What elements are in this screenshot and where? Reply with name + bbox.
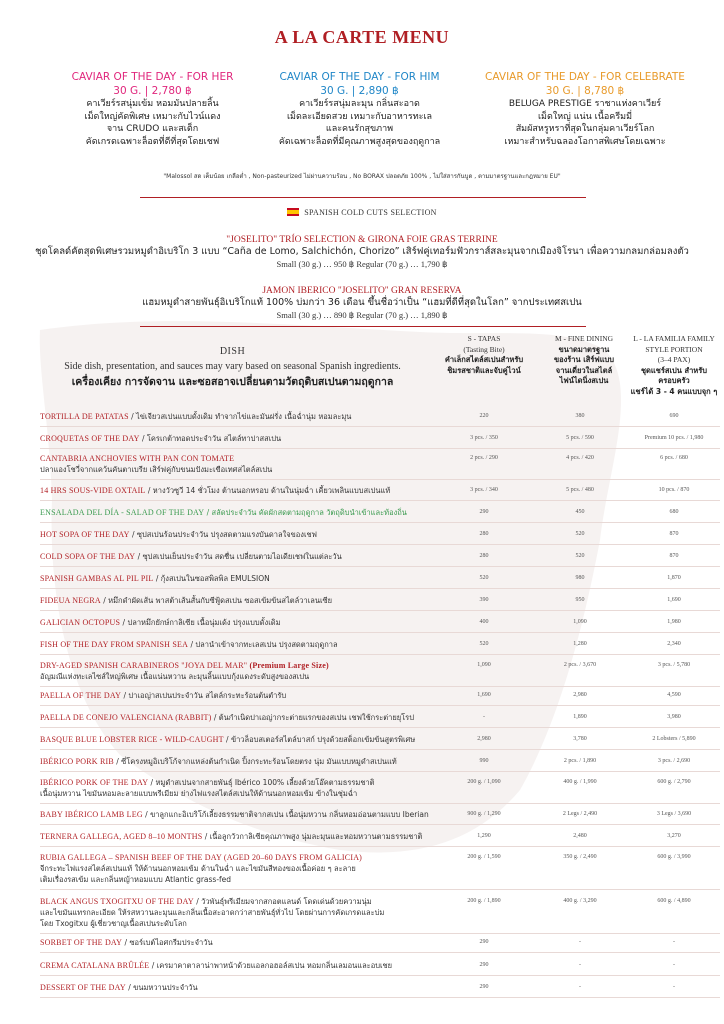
- dish-title-line: [40, 453, 440, 464]
- dish-name-th: / ข้าวล็อบสเตอร์สไตล์บาสก์ ปรุงด้วยสต็อกเข้มข้นสูตรพิเศษ: [223, 735, 416, 744]
- caviar-price: 30 G. | 8,780 ฿: [545, 85, 625, 97]
- caviar-price: 30 G. | 2,780 ฿: [113, 85, 192, 97]
- spain-flag-icon: [287, 208, 299, 216]
- dish-name-th: / ซอร์เบต์ไอศกรีมประจำวัน: [122, 938, 213, 947]
- dish-title-line: [40, 982, 440, 993]
- dish-name: [40, 551, 440, 562]
- dish-header: [40, 346, 425, 390]
- row-divider: [40, 588, 720, 589]
- price-s: 990: [479, 758, 489, 764]
- dish-name-th: / กุ้งสเปนในซอสพิลพิล EMULSION: [153, 574, 270, 583]
- row-divider: [40, 997, 720, 998]
- caviar-price: 30 G. | 2,890 ฿: [320, 85, 399, 97]
- row-divider: [40, 448, 720, 449]
- row-divider: [40, 686, 720, 687]
- price-l: 870: [669, 531, 679, 537]
- price-s: 400: [479, 619, 489, 625]
- col-line: ชิมรสชาติและจับคู่ไวน์: [447, 365, 521, 375]
- dish-name-en: TORTILLA DE PATATAS: [40, 412, 129, 421]
- col-line: (Tasting Bite): [463, 344, 505, 354]
- dish-name: [40, 453, 440, 475]
- row-divider: [40, 522, 720, 523]
- price-m: 4 pcs. / 420: [566, 455, 594, 461]
- dish-name-en: COLD SOPA OF THE DAY: [40, 552, 136, 561]
- dish-title-line: [40, 551, 440, 562]
- price-s: 2,980: [477, 736, 491, 742]
- col-line: S - TAPAS: [467, 334, 501, 343]
- dish-name-th: / ปาเอญ่าสเปนประจำวัน สไตล์กระทะร้อนต้นตำรับ: [121, 691, 287, 700]
- dish-title-line: [40, 411, 440, 422]
- caviar-desc-line: สัมผัสหรูหราที่สุดในกลุ่มคาเวียร์โลก: [515, 124, 655, 134]
- price-s: 520: [479, 641, 489, 647]
- dish-name-en: CREMA CATALANA BRÛLÉE: [40, 961, 150, 970]
- joselito-trio-block: [0, 234, 724, 270]
- price-s: 390: [479, 597, 489, 603]
- price-l: -: [673, 939, 675, 945]
- price-m: 400 g. / 3,290: [563, 898, 597, 904]
- caviar-heading: CAVIAR OF THE DAY - FOR CELEBRATE: [485, 71, 685, 83]
- price-m: 2 pcs. / 3,670: [563, 662, 597, 668]
- row-divider: [40, 654, 720, 655]
- dish-title-line: [40, 639, 440, 650]
- dish-name: [40, 617, 440, 628]
- dish-title-line: [40, 529, 440, 540]
- dish-name-en: SPANISH GAMBAS AL PIL PIL: [40, 574, 154, 583]
- dish-name-en: GALICIAN OCTOPUS: [40, 618, 121, 627]
- row-divider: [40, 500, 720, 501]
- dish-title-line: [40, 507, 440, 518]
- price-l: 870: [669, 553, 679, 559]
- dish-name-th: / ขาลูกแกะอิเบริโก้เลี้ยงธรรมชาติจากสเปน เนื้อนุ่มหวาน กลิ่นหอมอ่อนตามแบบ Iberian: [142, 810, 429, 819]
- price-s: 3 pcs. / 350: [470, 435, 498, 441]
- dish-title-line: [40, 960, 440, 971]
- price-m: 5 pcs. / 480: [566, 487, 594, 493]
- row-divider: [40, 632, 720, 633]
- row-divider: [40, 705, 720, 706]
- section-title: [0, 208, 724, 217]
- dish-name: [40, 433, 440, 444]
- row-divider: [40, 544, 720, 545]
- block-sizes: Small (30 g.) … 890 ฿ Regular (70 g.) … 1,890 ฿: [276, 310, 448, 320]
- dish-name: [40, 507, 440, 518]
- price-l: 1,690: [667, 597, 681, 603]
- price-l: Premium 10 pcs. / 1,980: [644, 435, 704, 441]
- price-l: 690: [669, 413, 679, 419]
- dish-name-th: / สลัดประจำวัน คัดผักสดตามฤดูกาล วัตถุดิบนำเข้าและท้องถิ่น: [204, 508, 407, 517]
- price-l: 600 g. / 4,890: [657, 898, 691, 904]
- caviar-heading: CAVIAR OF THE DAY - FOR HIM: [279, 71, 440, 83]
- caviar-desc-line: จาน CRUDO และสเต็ก: [106, 124, 199, 134]
- dish-desc-line: เนื้อนุ่มหวาน ไขมันหอมละลายแบบพรีเมียม ย่างไฟแรงสไตล์สเปนให้ด้านนอกหอมเข้ม ข้างในชุ่มฉ่ำ: [40, 789, 358, 798]
- block-sizes: Small (30 g.) … 950 ฿ Regular (70 g.) … 1,790 ฿: [276, 259, 448, 269]
- dish-name-en: BASQUE BLUE LOBSTER RICE - WILD-CAUGHT: [40, 735, 224, 744]
- price-m: 2,480: [573, 833, 587, 839]
- dish-name-th: / ไข่เจียวสเปนแบบดั้งเดิม ทำจากไข่และมันฝรั่ง เนื้อฉ่ำนุ่ม หอมละมุน: [128, 412, 352, 421]
- dish-title-line: [40, 595, 440, 606]
- dish-name-en: CANTABRIA ANCHOVIES WITH PAN CON TOMATE: [40, 454, 235, 463]
- price-m: 450: [575, 509, 585, 515]
- dish-name-th: / หมูดำสเปนจากสายพันธุ์ Ibérico 100% เลี้ยงด้วยโอ๊คตามธรรมชาติ: [148, 778, 375, 787]
- row-divider: [40, 771, 720, 772]
- dish-name-en: PAELLA DE CONEJO VALENCIANA (RABBIT): [40, 713, 212, 722]
- price-s: 200 g. / 1,890: [467, 898, 501, 904]
- dish-highlight: (Premium Large Size): [247, 661, 329, 670]
- section-title-text: SPANISH COLD CUTS SELECTION: [304, 208, 437, 217]
- row-divider: [40, 479, 720, 480]
- dish-header-title: DISH: [219, 346, 246, 357]
- dish-name: [40, 756, 440, 767]
- price-s: 3 pcs. / 340: [470, 487, 498, 493]
- caviar-for-him: [262, 70, 457, 148]
- block-desc: แฮมหมูดำสายพันธุ์อิเบริโกแท้ 100% บ่มกว่า 36 เดือน ขึ้นชื่อว่าเป็น “แฮมที่ดีที่สุดในโลก” จากประเทศสเปน: [142, 297, 582, 308]
- col-line: คำเล็กสไตล์สเปนสำหรับ: [444, 355, 524, 364]
- price-l: 10 pcs. / 870: [658, 487, 690, 493]
- price-m: 380: [575, 413, 585, 419]
- dish-name-th: / เนื้อลูกวัวกาลิเซียคุณภาพสูง นุ่มละมุนและหอมหวานตามธรรมชาติ: [202, 832, 423, 841]
- dish-name-th: / ขนมหวานประจำวัน: [125, 983, 198, 992]
- caviar-heading: CAVIAR OF THE DAY - FOR HER: [71, 71, 234, 83]
- price-l: 1,980: [667, 619, 681, 625]
- caviar-for-her: [50, 70, 255, 148]
- price-s: 520: [479, 575, 489, 581]
- dish-header-th: เครื่องเคียง การจัดจาน และซอสอาจเปลี่ยนตามวัตถุดิบสเปนตามฤดูกาล: [71, 376, 394, 388]
- row-divider: [40, 889, 720, 890]
- row-divider: [40, 610, 720, 611]
- dish-name-th: / หมึกดำผัดเส้น พาสต้าเส้นสั้นกับซีฟู้ดสเปน ซอสเข้มข้นสไตล์วาเลนเซีย: [100, 596, 332, 605]
- price-s: 220: [479, 413, 489, 419]
- block-title: "JOSELITO" TRÍO SELECTION & GIRONA FOIE GRAS TERRINE: [226, 235, 498, 245]
- dish-title-line: [40, 573, 440, 584]
- dish-desc-line: และไขมันแทรกละเอียด ให้รสหวานละมุนและกลิ่นเนื้อสะอาดกว่าสายพันธุ์ทั่วไป โดยผ่านการคัดเกรดและบ่ม: [40, 908, 385, 917]
- price-s: 900 g. / 1,290: [467, 811, 501, 817]
- price-s: 290: [479, 509, 489, 515]
- dish-name-th: / วัวพันธุ์พรีเมียมจากสกอตแลนด์ โดดเด่นด้วยความนุ่ม: [193, 897, 372, 906]
- caviar-desc-line: เม็ดละเอียดสวย เหมาะกับอาหารทะเล: [286, 111, 433, 122]
- dish-title-line: [40, 831, 440, 842]
- price-m: 350 g. / 2,490: [563, 854, 597, 860]
- dish-header-en: Side dish, presentation, and sauces may vary based on seasonal Spanish ingredients.: [64, 361, 401, 372]
- price-l: 680: [669, 509, 679, 515]
- column-header-s: [440, 334, 528, 376]
- price-l: 3 pcs. / 2,690: [657, 758, 691, 764]
- dish-title-line: [40, 712, 440, 723]
- dish-name-en: BLACK ANGUS TXOGITXU OF THE DAY: [40, 897, 194, 906]
- caviar-desc-line: คาเวียร์รสนุ่มเข้ม หอมมันปลายลิ้น: [86, 99, 219, 109]
- dish-name: [40, 595, 440, 606]
- price-s: 280: [479, 553, 489, 559]
- row-divider: [40, 824, 720, 825]
- price-l: 2,340: [667, 641, 681, 647]
- dish-name-en: RUBIA GALLEGA – SPANISH BEEF OF THE DAY (AGED 20–60 DAYS FROM GALICIA): [40, 853, 363, 862]
- price-s: 1,090: [477, 662, 491, 668]
- dish-name: [40, 485, 440, 496]
- price-m: -: [579, 984, 581, 990]
- row-divider: [40, 426, 720, 427]
- dish-name-th: / เครมาคาตาลาน่าพาหน้าด้วยแอลกอฮอล์สเปน หอมกลิ่นเลมอนและอบเชย: [149, 961, 393, 970]
- dish-desc-line: จีกระทะไฟแรงสไตล์สเปนแท้ ให้ด้านนอกหอมเข้ม ด้านในฉ่ำ และไขมันสีทองของเนื้อค่อย ๆ ละลาย: [40, 864, 356, 873]
- row-divider: [40, 727, 720, 728]
- row-divider: [40, 803, 720, 804]
- column-header-l: [628, 334, 720, 397]
- dish-name: [40, 809, 440, 820]
- dish-name-en: DRY-AGED SPANISH CARABINEROS "JOYA DEL MAR": [40, 661, 248, 670]
- price-s: 290: [479, 962, 489, 968]
- price-m: 5 pcs. / 590: [566, 435, 594, 441]
- dish-name-th: / ซี่โครงหมูอิเบริโก้จากแหล่งต้นกำเนิด ปิ้งกระทะร้อนโดยตรง นุ่ม มันแบบหมูดำสเปนแท้: [113, 757, 397, 766]
- col-line: (3–4 PAX): [657, 355, 691, 364]
- price-s: 2 pcs. / 290: [470, 455, 498, 461]
- dish-name: [40, 639, 440, 650]
- price-l: 600 g. / 2,790: [657, 779, 691, 785]
- price-s: 280: [479, 531, 489, 537]
- price-s: 200 g. / 1,590: [467, 854, 501, 860]
- dish-name-th: / ซุปสเปนร้อนประจำวัน ปรุงสดตามแรงบันดาลใจของเชฟ: [129, 530, 317, 539]
- dish-name: [40, 852, 440, 885]
- price-m: 3,780: [573, 736, 587, 742]
- price-l: 4,590: [667, 692, 681, 698]
- price-m: 520: [575, 531, 585, 537]
- dish-name-en: CROQUETAS OF THE DAY: [40, 434, 140, 443]
- col-line: L - LA FAMILIA FAMILY: [633, 334, 715, 343]
- caviar-desc-line: เม็ดใหญ่ แน่น เนื้อครีมมี่: [537, 111, 633, 122]
- caviar-desc-line: คัดเฉพาะล็อตที่มีคุณภาพสูงสุดของฤดูกาล: [278, 136, 441, 147]
- dish-name: [40, 712, 440, 723]
- price-m: -: [579, 939, 581, 945]
- jamon-iberico-block: [0, 285, 724, 321]
- dish-name-en: PAELLA OF THE DAY: [40, 691, 122, 700]
- dish-title-line: [40, 852, 440, 863]
- dish-title-line: [40, 433, 440, 444]
- row-divider: [40, 846, 720, 847]
- price-s: 1,290: [477, 833, 491, 839]
- dish-title-line: [40, 617, 440, 628]
- price-m: 1,090: [573, 619, 587, 625]
- dish-name: [40, 896, 440, 929]
- dish-name-en: SORBET OF THE DAY: [40, 938, 123, 947]
- price-m: -: [579, 962, 581, 968]
- row-divider: [40, 952, 720, 953]
- dish-name-th: / โครเกต้าทอดประจำวัน สไตล์ทาปาสสเปน: [139, 434, 282, 443]
- caviar-desc-line: เม็ดใหญ่คัดพิเศษ เหมาะกับไวน์แดง: [84, 111, 221, 122]
- dish-name-th: / หางวัวซูวี 14 ชั่วโมง ต้านนอกหรอบ ด้านในนุ่มฉ่ำ เคี้ยวเพลินแบบสเปนแท้: [145, 486, 391, 495]
- dish-name-en: FIDEUA NEGRA: [40, 596, 101, 605]
- price-l: 600 g. / 3,990: [657, 854, 691, 860]
- price-m: 2 pcs. / 1,890: [563, 758, 597, 764]
- dish-name: [40, 777, 440, 799]
- dish-name-en: IBÉRICO PORK OF THE DAY: [40, 778, 149, 787]
- dish-name-en: BABY IBÉRICO LAMB LEG: [40, 810, 143, 819]
- row-divider: [40, 975, 720, 976]
- col-line: STYLE PORTION: [645, 344, 703, 354]
- col-line: ขนาดมาตรฐาน: [558, 344, 610, 354]
- price-s: 290: [479, 984, 489, 990]
- dish-name: [40, 831, 440, 842]
- divider: [140, 326, 586, 327]
- col-line: ชุดแชร์สเปน สำหรับครอบครัว: [640, 365, 708, 385]
- dish-title-line: [40, 937, 440, 948]
- divider: [140, 197, 586, 198]
- dish-name: [40, 573, 440, 584]
- dish-desc-line: อัญมณีแห่งทะเลไซส์ใหญ่พิเศษ เนื้อแน่นหวาน ละมุนลิ้นแบบกุ้งแดงระดับสูงของสเปน: [40, 672, 310, 681]
- block-desc: ชุดโคลด์คัตสุดพิเศษรวมหมูดำอิเบริโก 3 แบบ “Caña de Lomo, Salchichón, Chorizo” เสิร์ฟคู่เทอร์มฟัวกราส์สละมุนจากเมืองจิโรนา เพื่อความกลมกล่อมลงตัว: [35, 246, 689, 257]
- dish-title-line: [40, 485, 440, 496]
- dish-name: [40, 734, 440, 745]
- dish-name-en: ENSALADA DEL DÍA - SALAD OF THE DAY: [40, 508, 205, 517]
- caviar-note: "Malossol สด เค็มน้อย เกลือต่ำ , Non-pasteurized ไม่ผ่านความร้อน , No BORAX ปลอดภัย 100% , ไม่ใส่สารกันบูด , ตามมาตรฐานและกฎหมาย EU": [163, 173, 561, 180]
- column-header-m: [540, 334, 628, 387]
- dish-title-line: [40, 690, 440, 701]
- dish-title-line: [40, 734, 440, 745]
- row-divider: [40, 933, 720, 934]
- dish-name: [40, 660, 440, 682]
- caviar-desc-line: และคนรักสุขภาพ: [325, 124, 394, 134]
- price-s: 1,690: [477, 692, 491, 698]
- dish-desc-line: เติมเรื่องรสเข้ม และกลิ่นหญ้าหอมแบบ Atlantic grass-fed: [40, 875, 232, 884]
- price-m: 2 Legs / 2,490: [562, 811, 598, 817]
- dish-name-en: IBÉRICO PORK RIB: [40, 757, 114, 766]
- dish-title-line: [40, 896, 440, 907]
- dish-name-en: HOT SOPA OF THE DAY: [40, 530, 130, 539]
- caviar-for-celebrate: [476, 70, 694, 148]
- price-s: 290: [479, 939, 489, 945]
- dish-name-en: DESSERT OF THE DAY: [40, 983, 126, 992]
- price-m: 950: [575, 597, 585, 603]
- dish-title-line: [40, 660, 440, 671]
- dish-name: [40, 960, 440, 971]
- price-m: 520: [575, 553, 585, 559]
- dish-name: [40, 529, 440, 540]
- price-l: 1,870: [667, 575, 681, 581]
- dish-name-en: FISH OF THE DAY FROM SPANISH SEA: [40, 640, 189, 649]
- price-l: 3 pcs. / 5,780: [657, 662, 691, 668]
- price-m: 980: [575, 575, 585, 581]
- dish-name-th: / ต้นกำเนิดปาเอญ่ากระต่ายแรกของสเปน เชฟใช้กระต่ายยุโรป: [211, 713, 414, 722]
- col-line: ไฟน์ไดนิ่งสเปน: [559, 376, 609, 385]
- col-line: M - FINE DINING: [554, 334, 614, 343]
- dish-title-line: [40, 809, 440, 820]
- dish-name-th: / ปลานำเข้าจากทะเลสเปน ปรุงสดตามฤดูกาล: [188, 640, 338, 649]
- dish-name-th: / ปลาหมึกยักษ์กาลิเซีย เนื้อนุ่มเด้ง ปรุงแบบดั้งเดิม: [120, 618, 281, 627]
- price-l: 3,270: [667, 833, 681, 839]
- price-l: -: [673, 962, 675, 968]
- col-line: จานเดี่ยวในสไตล์: [555, 365, 613, 375]
- dish-desc-line: ปลาแองโชวี่จากแคว้นคันตาเบรีย เสิร์ฟคู่กับขนมปังมะเขือเทศสไตล์สเปน: [40, 465, 273, 474]
- price-l: 3 Legs / 3,690: [656, 811, 692, 817]
- dish-name: [40, 411, 440, 422]
- row-divider: [40, 749, 720, 750]
- block-title: JAMON IBERICO "JOSELITO" GRAN RESERVA: [262, 286, 462, 296]
- dish-name-en: 14 HRS SOUS-VIDE OXTAIL: [40, 486, 146, 495]
- dish-name-en: TERNERA GALLEGA, AGED 8–10 MONTHS: [40, 832, 203, 841]
- caviar-desc-line: BELUGA PRESTIGE ราชาแห่งคาเวียร์: [508, 99, 662, 109]
- price-l: 3,980: [667, 714, 681, 720]
- dish-desc-line: โดย Txogitxu ผู้เชี่ยวชาญเนื้อสเปนระดับโลก: [40, 919, 187, 928]
- caviar-desc-line: เหมาะสำหรับฉลองโอกาสพิเศษโดยเฉพาะ: [504, 136, 666, 147]
- price-s: 200 g. / 1,090: [467, 779, 501, 785]
- dish-name: [40, 690, 440, 701]
- row-divider: [40, 566, 720, 567]
- col-line: แชร์ได้ 3 - 4 คนแบบจุก ๆ: [630, 386, 718, 396]
- dish-title-line: [40, 777, 440, 788]
- price-m: 1,890: [573, 714, 587, 720]
- dish-name: [40, 982, 440, 993]
- dish-title-line: [40, 756, 440, 767]
- price-s: -: [483, 714, 485, 720]
- price-m: 1,280: [573, 641, 587, 647]
- caviar-desc-line: คัดเกรดเฉพาะล็อตที่ดีที่สุดโดยเชฟ: [85, 136, 220, 147]
- dish-name: [40, 937, 440, 948]
- dish-name-th: / ซุปสเปนเย็นประจำวัน สดชื่น เปลี่ยนตามไอเดียเชฟในแต่ละวัน: [135, 552, 342, 561]
- menu-title: A LA CARTE MENU: [274, 27, 450, 47]
- caviar-desc-line: คาเวียร์รสนุ่มละมุน กลิ่นสะอาด: [299, 99, 420, 109]
- price-l: -: [673, 984, 675, 990]
- price-m: 400 g. / 1,990: [563, 779, 597, 785]
- price-m: 2,980: [573, 692, 587, 698]
- price-l: 6 pcs. / 680: [660, 455, 688, 461]
- price-l: 2 Lobsters / 5,890: [652, 736, 696, 742]
- col-line: ของร้าน เสิร์ฟแบบ: [553, 355, 615, 364]
